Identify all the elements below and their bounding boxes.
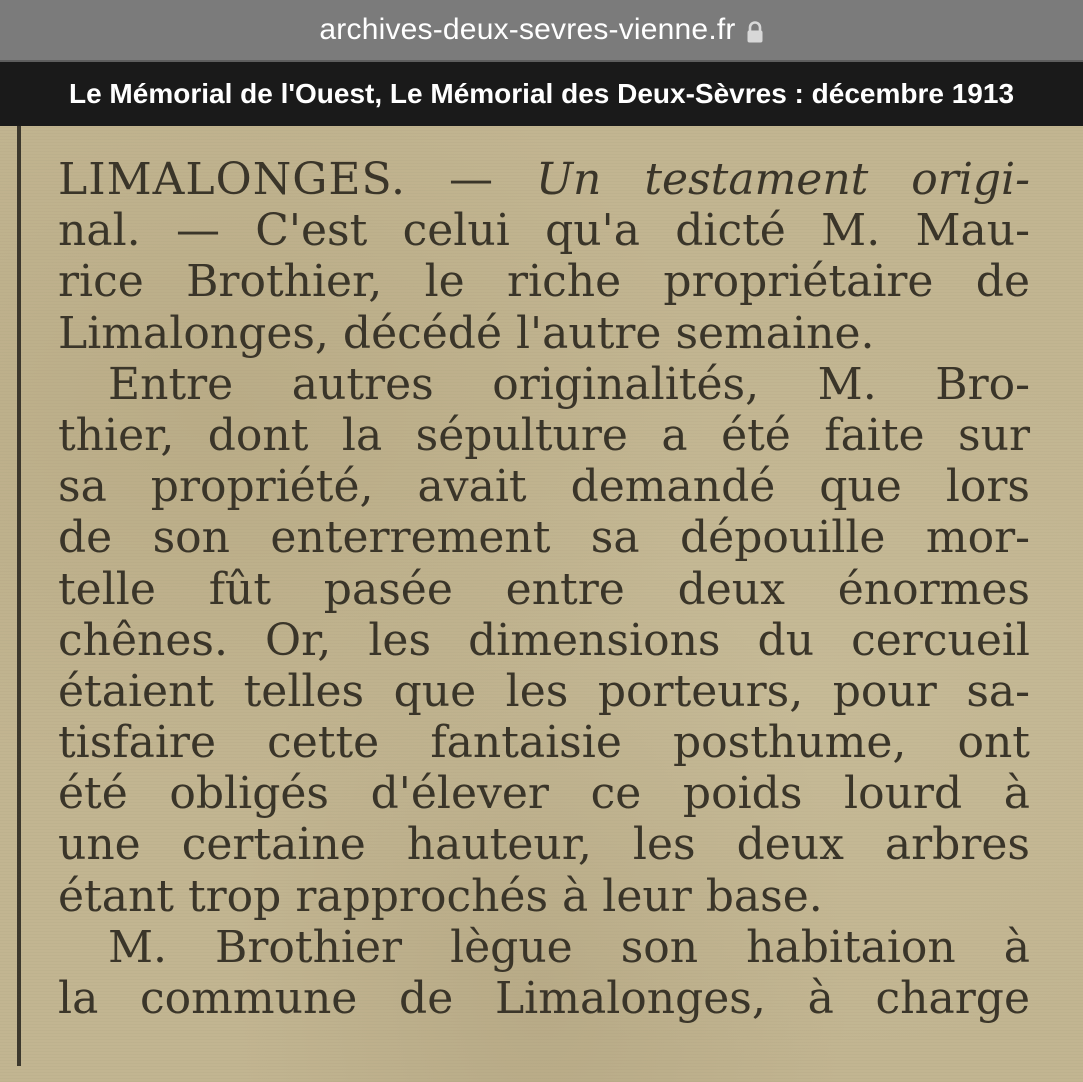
article-line-7: sa propriété, avait demandé que lors xyxy=(58,461,1030,513)
article-line-4: Limalonges, décédé l'autre semaine. xyxy=(58,307,875,359)
article-line-1 xyxy=(58,154,1030,205)
article-line-11: étaient telles que les porteurs, pour sa- xyxy=(58,665,1030,717)
article-italic-title: Un testament origi- xyxy=(535,154,1030,205)
article-line-9: telle fût pasée entre deux énormes xyxy=(58,563,1030,615)
article-line-14: une certaine hauteur, les deux arbres xyxy=(58,819,1030,871)
article-heading: LIMALONGES. xyxy=(58,154,407,205)
column-rule xyxy=(17,126,21,1066)
article-text xyxy=(58,154,1038,1024)
browser-url-bar[interactable] xyxy=(0,0,1083,62)
article-line-12: tisfaire cette fantaisie posthume, ont xyxy=(58,717,1030,769)
document-title: Le Mémorial de l'Ouest, Le Mémorial des Deux-Sèvres : décembre 1913 xyxy=(68,78,1015,109)
article-line-8: de son enterrement sa dépouille mor- xyxy=(58,512,1030,564)
article-line-3: rice Brothier, le riche propriétaire de xyxy=(58,256,1030,308)
newspaper-scan[interactable] xyxy=(0,126,1083,1082)
document-title-bar xyxy=(0,62,1083,126)
heading-dash: — xyxy=(406,154,536,205)
article-line-2: nal. — C'est celui qu'a dicté M. Mau- xyxy=(58,205,1030,257)
article-line-10: chênes. Or, les dimensions du cercueil xyxy=(58,614,1030,666)
url-text[interactable]: archives-deux-sevres-vienne.fr xyxy=(319,13,736,46)
article-line-6: thier, dont la sépulture a été faite sur xyxy=(58,409,1030,461)
article-line-16: M. Brothier lègue son habitaion à xyxy=(108,921,1030,973)
article-line-15: étant trop rapprochés à leur base. xyxy=(58,870,823,922)
lock-icon xyxy=(746,21,764,43)
article-line-17: la commune de Limalonges, à charge xyxy=(58,973,1030,1024)
article-line-13: été obligés d'élever ce poids lourd à xyxy=(58,768,1030,820)
article-line-5: Entre autres originalités, M. Bro- xyxy=(108,358,1030,410)
